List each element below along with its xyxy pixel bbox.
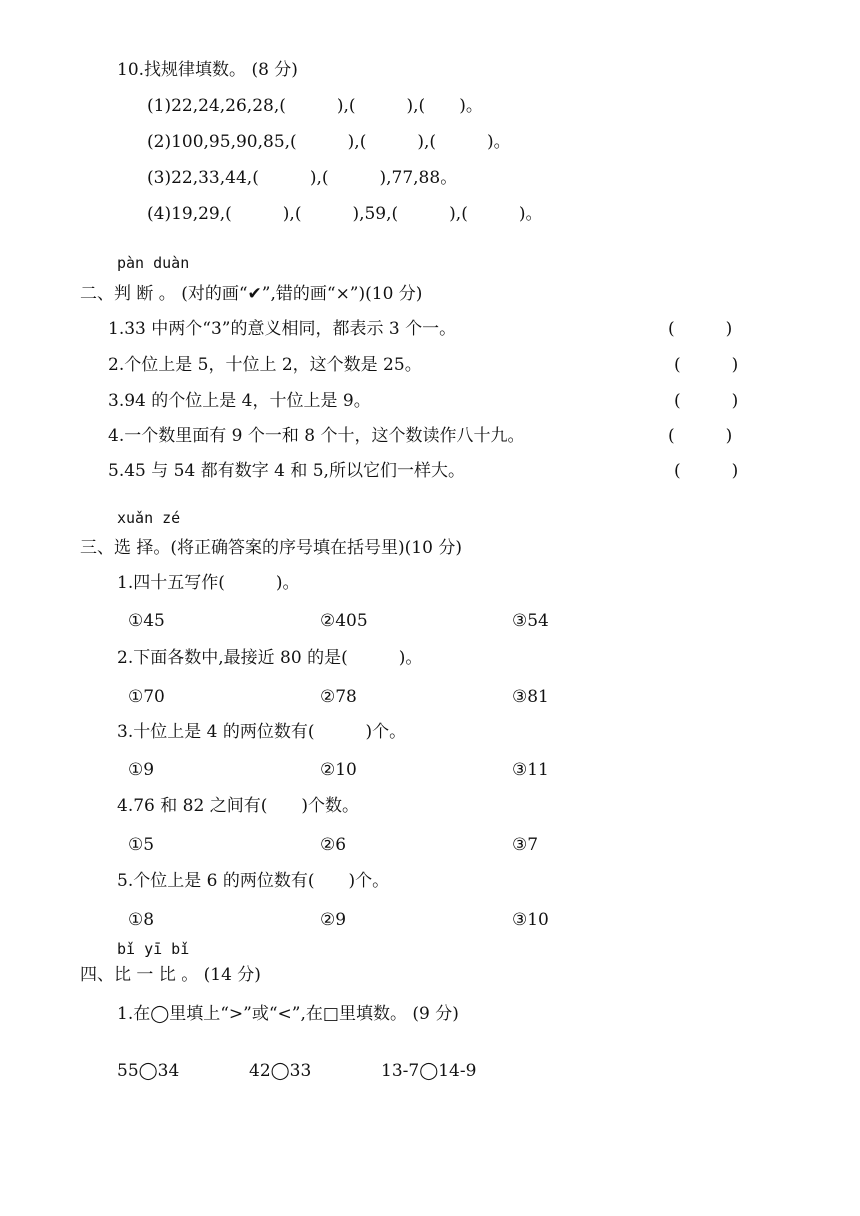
- choice-question-4: 4.76 和 82 之间有( )个数。: [117, 796, 359, 816]
- section2-pinyin: pàn duàn: [117, 254, 190, 272]
- judge-item-5: 5.45 与 54 都有数字 4 和 5,所以它们一样大。: [108, 461, 465, 481]
- compare-item-3: 13-7◯14-9: [381, 1061, 477, 1081]
- q10-item-4: (4)19,29,( ),( ),59,( ),( )。: [147, 204, 543, 224]
- judge-paren-5: ( ): [674, 461, 739, 481]
- choice-4-option-b: ②6: [320, 835, 347, 855]
- section2-title: 二、判 断 。 (对的画“✔”,错的画“×”)(10 分): [80, 284, 423, 304]
- choice-2-option-c: ③81: [512, 687, 549, 707]
- choice-3-option-a: ①9: [128, 760, 155, 780]
- choice-2-option-a: ①70: [128, 687, 165, 707]
- choice-question-5: 5.个位上是 6 的两位数有( )个。: [117, 871, 390, 891]
- choice-4-option-c: ③7: [512, 835, 539, 855]
- choice-5-option-c: ③10: [512, 910, 549, 930]
- choice-question-3: 3.十位上是 4 的两位数有( )个。: [117, 722, 407, 742]
- judge-item-3: 3.94 的个位上是 4，十位上是 9。: [108, 391, 371, 411]
- section4-pinyin: bǐ yī bǐ: [117, 940, 190, 958]
- section4-title: 四、比 一 比 。 (14 分): [80, 965, 261, 985]
- q10-item-3: (3)22,33,44,( ),( ),77,88。: [147, 168, 458, 188]
- judge-item-4: 4.一个数里面有 9 个一和 8 个十，这个数读作八十九。: [108, 426, 525, 446]
- section3-title: 三、选 择。(将正确答案的序号填在括号里)(10 分): [80, 538, 462, 558]
- compare-item-2: 42◯33: [249, 1061, 312, 1081]
- section4-sub1: 1.在◯里填上“>”或“<”,在□里填数。 (9 分): [117, 1004, 459, 1024]
- compare-item-1: 55◯34: [117, 1061, 180, 1081]
- section3-pinyin: xuǎn zé: [117, 509, 181, 527]
- judge-paren-1: ( ): [668, 319, 733, 339]
- judge-paren-4: ( ): [668, 426, 733, 446]
- judge-item-1: 1.33 中两个“3”的意义相同，都表示 3 个一。: [108, 319, 457, 339]
- choice-1-option-c: ③54: [512, 611, 549, 631]
- choice-1-option-b: ②405: [320, 611, 368, 631]
- choice-question-2: 2.下面各数中,最接近 80 的是( )。: [117, 648, 423, 668]
- choice-question-1: 1.四十五写作( )。: [117, 573, 300, 593]
- q10-item-2: (2)100,95,90,85,( ),( ),( )。: [147, 132, 511, 152]
- choice-3-option-b: ②10: [320, 760, 357, 780]
- choice-5-option-b: ②9: [320, 910, 347, 930]
- q10-item-1: (1)22,24,26,28,( ),( ),( )。: [147, 96, 483, 116]
- q10-title: 10.找规律填数。 (8 分): [117, 60, 298, 80]
- judge-paren-2: ( ): [674, 355, 739, 375]
- choice-2-option-b: ②78: [320, 687, 357, 707]
- choice-5-option-a: ①8: [128, 910, 155, 930]
- choice-4-option-a: ①5: [128, 835, 155, 855]
- judge-paren-3: ( ): [674, 391, 739, 411]
- judge-item-2: 2.个位上是 5，十位上 2，这个数是 25。: [108, 355, 422, 375]
- choice-3-option-c: ③11: [512, 760, 549, 780]
- choice-1-option-a: ①45: [128, 611, 165, 631]
